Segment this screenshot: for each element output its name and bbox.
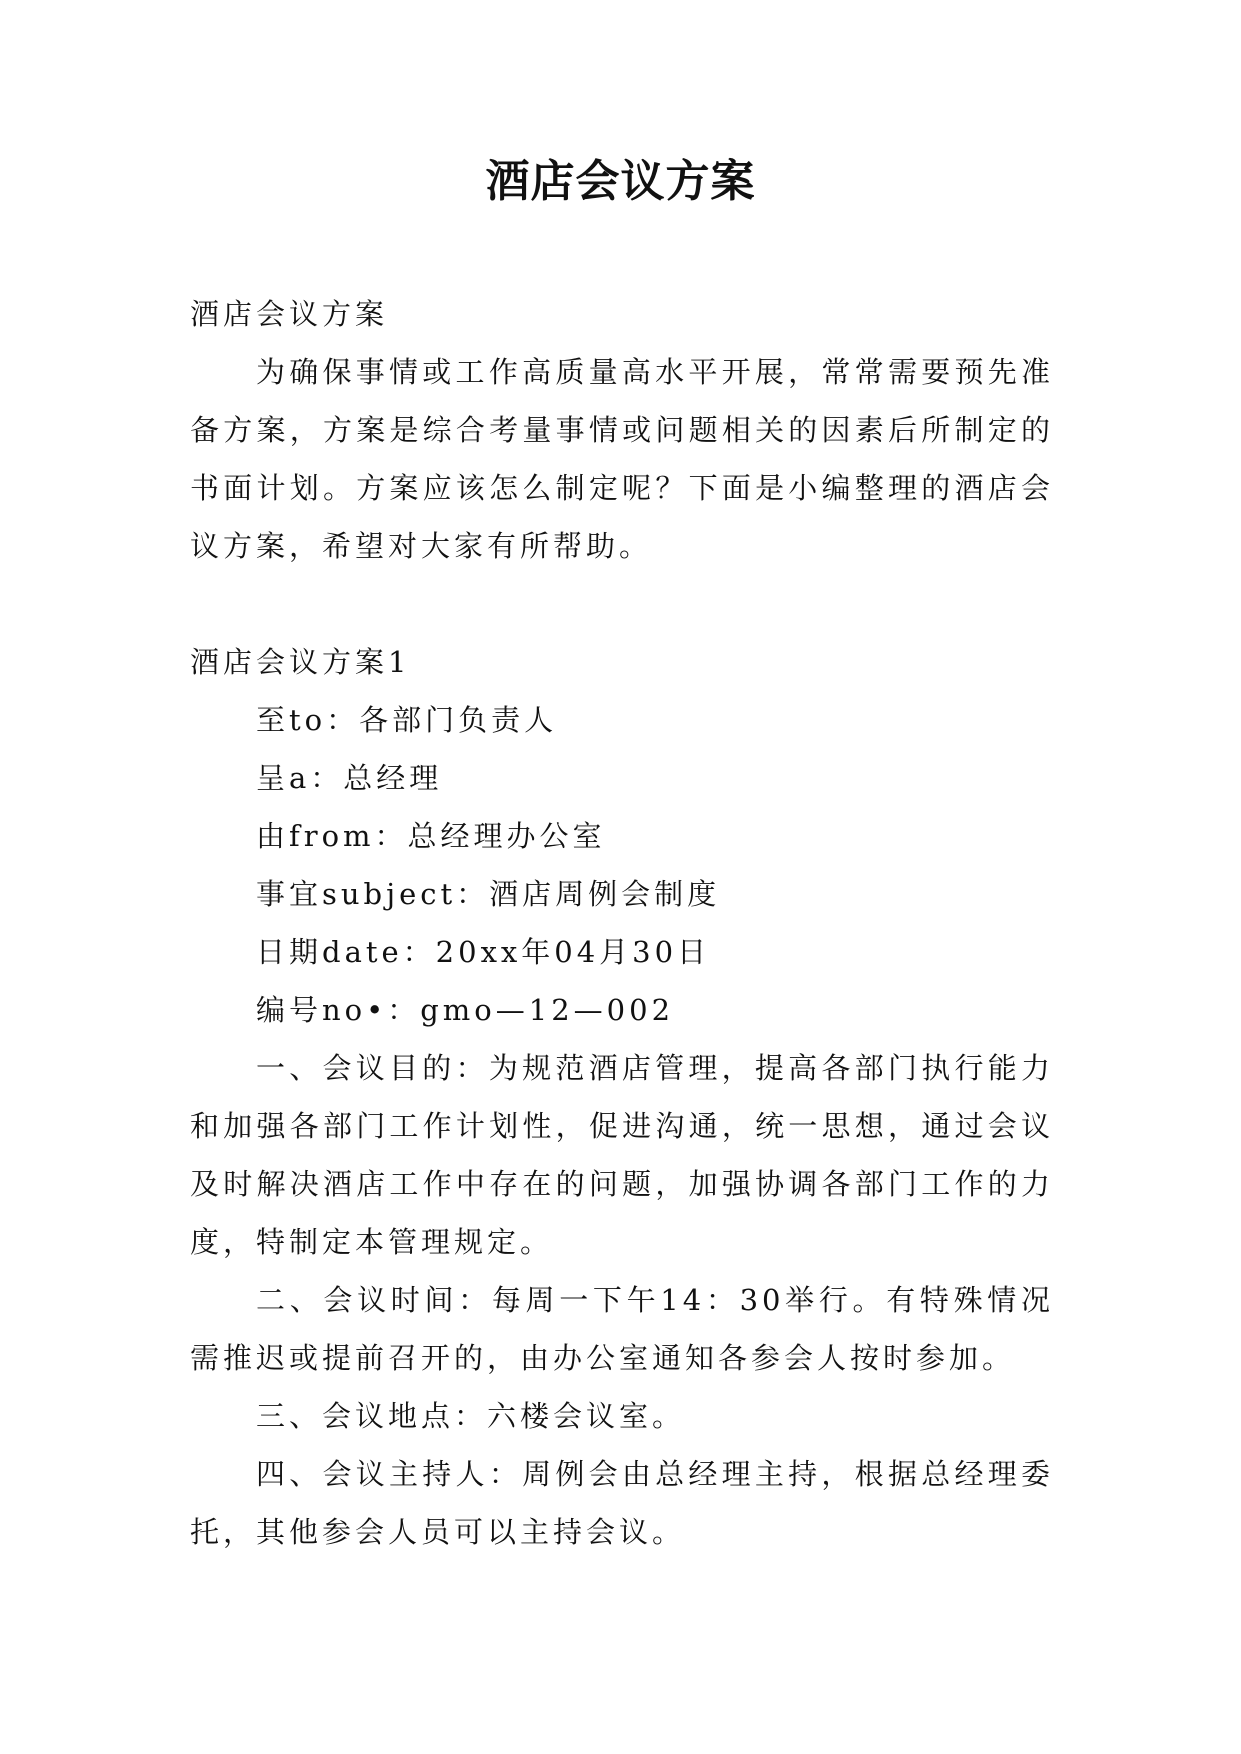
section-heading: 酒店会议方案	[190, 297, 389, 331]
body-paragraph: 二、会议时间：每周一下午14：30举行。有特殊情况需推迟或提前召开的，由办公室通知各参会人按时参加。	[190, 1283, 1054, 1375]
memo-cc-line: 呈a：总经理	[256, 761, 443, 795]
document-body	[190, 285, 1054, 1561]
memo-to-line: 至to：各部门负责人	[256, 703, 558, 737]
document-title: 酒店会议方案	[485, 156, 756, 207]
memo-date-line: 日期date：20xx年04月30日	[256, 935, 711, 969]
body-paragraph: 三、会议地点：六楼会议室。	[256, 1399, 686, 1433]
memo-from-line: 由from：总经理办公室	[256, 819, 606, 853]
memo-subject-line: 事宜subject：酒店周例会制度	[256, 877, 721, 911]
memo-number-line: 编号no•：gmo—12—002	[256, 993, 675, 1027]
body-paragraph: 四、会议主持人：周例会由总经理主持，根据总经理委托，其他参会人员可以主持会议。	[190, 1457, 1054, 1549]
intro-paragraph: 为确保事情或工作高质量高水平开展，常常需要预先准备方案，方案是综合考量事情或问题相关的因素后所制定的书面计划。方案应该怎么制定呢？下面是小编整理的酒店会议方案，希望对大家有所帮助。	[190, 355, 1054, 563]
section-heading: 酒店会议方案1	[190, 645, 411, 679]
body-paragraph: 一、会议目的：为规范酒店管理，提高各部门执行能力和加强各部门工作计划性，促进沟通，统一思想，通过会议及时解决酒店工作中存在的问题，加强协调各部门工作的力度，特制定本管理规定。	[190, 1051, 1054, 1259]
